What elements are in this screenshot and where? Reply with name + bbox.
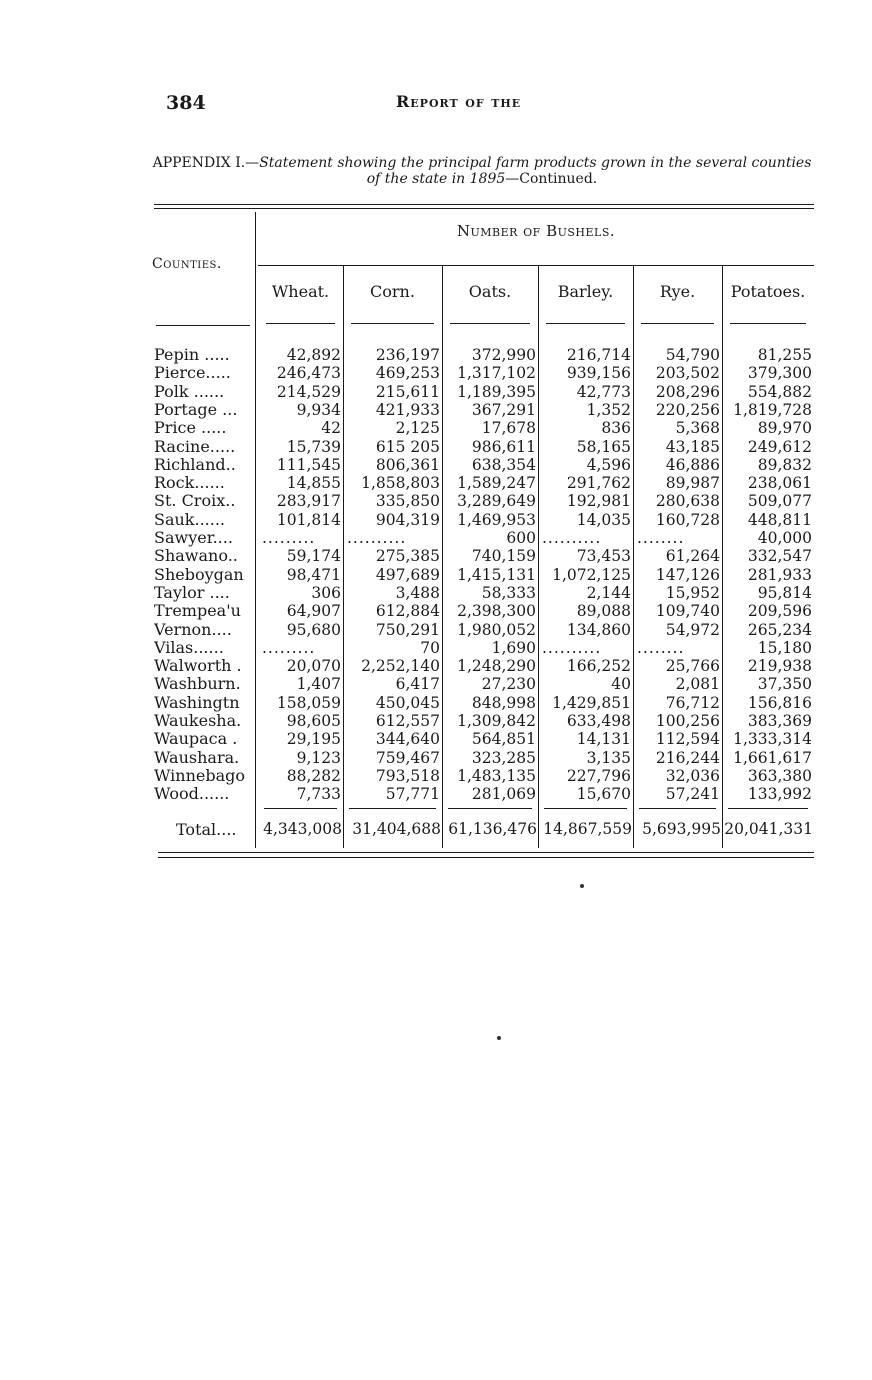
table-cell: 15,180 — [757, 638, 812, 657]
table-cell: 904,319 — [375, 510, 440, 529]
table-cell: 344,640 — [375, 730, 440, 749]
table-cell: 57,771 — [385, 785, 440, 804]
table-cell: 9,123 — [296, 748, 341, 767]
table-cell: 383,369 — [747, 712, 812, 730]
table-cell: .......... — [542, 638, 602, 657]
county-name: Rock...... — [154, 474, 225, 493]
county-name: Washingtn — [154, 693, 240, 712]
bushels-group-header: Number of Bushels. — [456, 222, 616, 240]
table-caption — [150, 155, 814, 187]
bottom-rule-2 — [158, 857, 814, 858]
table-cell: 42,773 — [576, 382, 631, 401]
table-cell: 216,244 — [655, 748, 720, 767]
table-cell: 15,952 — [665, 583, 720, 602]
table-cell: 73,453 — [576, 547, 631, 566]
table-cell: 600 — [506, 529, 536, 547]
county-name: Pepin ..... — [154, 346, 230, 364]
column-head-rule — [450, 323, 530, 324]
table-row — [0, 584, 872, 602]
table-cell: 40 — [611, 675, 631, 694]
table-row — [0, 456, 872, 474]
table-cell: 14,855 — [286, 474, 341, 493]
table-cell: 134,860 — [566, 620, 631, 639]
table-cell: 281,933 — [747, 565, 812, 584]
total-cell: 61,136,476 — [448, 820, 537, 838]
table-cell: 3,289,649 — [457, 492, 536, 511]
table-cell: 227,796 — [566, 766, 631, 785]
table-cell: 4,596 — [586, 455, 631, 474]
table-cell: 265,234 — [747, 620, 812, 639]
table-cell: 2,081 — [675, 675, 720, 694]
total-rule — [544, 808, 627, 809]
table-row — [0, 529, 872, 547]
table-cell: 101,814 — [276, 510, 341, 529]
table-cell: 40,000 — [757, 529, 812, 547]
table-cell: 220,256 — [655, 400, 720, 419]
county-name: Winnebago — [154, 766, 246, 785]
table-cell: 158,059 — [276, 693, 341, 712]
table-cell: 70 — [420, 638, 440, 657]
table-cell: 740,159 — [471, 547, 536, 566]
table-cell: 612,884 — [375, 602, 440, 621]
column-header-corn: Corn. — [370, 282, 415, 301]
table-cell: 14,131 — [576, 730, 631, 749]
table-cell: 156,816 — [747, 693, 812, 712]
table-cell: 1,333,314 — [733, 730, 812, 749]
table-cell: 111,545 — [276, 455, 341, 474]
total-rule — [349, 808, 436, 809]
table-cell: 112,594 — [655, 730, 720, 749]
table-cell: 759,467 — [375, 748, 440, 767]
table-cell: 1,309,842 — [457, 712, 536, 730]
table-row — [0, 785, 872, 803]
table-cell: 9,934 — [296, 400, 341, 419]
table-cell: 323,285 — [471, 748, 536, 767]
table-cell: ........ — [637, 529, 685, 547]
column-header-rye: Rye. — [659, 282, 696, 301]
table-cell: 615 205 — [375, 437, 440, 456]
table-cell: 750,291 — [375, 620, 440, 639]
table-cell: 1,661,617 — [733, 748, 812, 767]
table-cell: 1,317,102 — [457, 364, 536, 383]
table-cell: 1,858,803 — [361, 474, 440, 493]
total-cell: 31,404,688 — [352, 820, 441, 838]
table-cell: 59,174 — [286, 547, 341, 566]
total-cell: 4,343,008 — [263, 820, 342, 838]
table-cell: 81,255 — [757, 346, 812, 364]
county-name: Price ..... — [154, 419, 227, 438]
table-cell: 509,077 — [747, 492, 812, 511]
table-cell: 17,678 — [481, 419, 536, 438]
total-cell: 20,041,331 — [724, 820, 813, 838]
table-cell: 192,981 — [566, 492, 631, 511]
table-cell: 2,125 — [395, 419, 440, 438]
table-row — [0, 547, 872, 565]
table-cell: 806,361 — [375, 455, 440, 474]
caption-continued: —Continued. — [505, 171, 598, 187]
county-name: Vernon.... — [154, 620, 232, 639]
table-row — [0, 419, 872, 437]
table-cell: 306 — [311, 583, 341, 602]
table-cell: 249,612 — [747, 437, 812, 456]
table-cell: 58,165 — [576, 437, 631, 456]
table-cell: 497,689 — [375, 565, 440, 584]
table-cell: 61,264 — [665, 547, 720, 566]
page-number: 384 — [166, 92, 206, 114]
county-name: Sauk...... — [154, 510, 226, 529]
table-cell: 14,035 — [576, 510, 631, 529]
table-row — [0, 712, 872, 730]
table-cell: 275,385 — [375, 547, 440, 566]
county-name: Taylor .... — [154, 583, 230, 602]
table-cell: 3,135 — [586, 748, 631, 767]
table-cell: 42 — [321, 419, 341, 438]
table-cell: 283,917 — [276, 492, 341, 511]
table-row — [0, 566, 872, 584]
table-row — [0, 383, 872, 401]
table-cell: 208,296 — [655, 382, 720, 401]
table-cell: 633,498 — [566, 712, 631, 730]
table-row — [0, 511, 872, 529]
top-rule — [154, 204, 814, 205]
total-cell: 5,693,995 — [642, 820, 721, 838]
county-name: Sheboygan — [154, 565, 244, 584]
table-cell: 246,473 — [276, 364, 341, 383]
table-cell: 89,088 — [576, 602, 631, 621]
table-cell: 1,407 — [296, 675, 341, 694]
table-cell: 109,740 — [655, 602, 720, 621]
table-cell: 42,892 — [286, 346, 341, 364]
table-cell: 1,690 — [491, 638, 536, 657]
table-cell: ......... — [262, 638, 316, 657]
group-header-rule — [258, 265, 814, 266]
table-cell: 236,197 — [375, 346, 440, 364]
county-name: Waupaca . — [154, 730, 238, 749]
table-cell: 1,415,131 — [457, 565, 536, 584]
table-cell: 238,061 — [747, 474, 812, 493]
table-cell: 421,933 — [375, 400, 440, 419]
table-row — [0, 492, 872, 510]
table-cell: 76,712 — [665, 693, 720, 712]
caption-lead: APPENDIX I.— — [152, 155, 260, 171]
table-cell: 215,611 — [375, 382, 440, 401]
table-cell: 209,596 — [747, 602, 812, 621]
table-cell: .......... — [542, 529, 602, 547]
column-head-rule — [730, 323, 806, 324]
table-cell: 43,185 — [665, 437, 720, 456]
stray-mark — [497, 1036, 501, 1040]
table-cell: 335,850 — [375, 492, 440, 511]
county-name: Portage ... — [154, 400, 238, 419]
table-cell: 25,766 — [665, 657, 720, 676]
table-cell: 100,256 — [655, 712, 720, 730]
county-name: Polk ...... — [154, 382, 225, 401]
total-rule — [728, 808, 808, 809]
table-cell: 166,252 — [566, 657, 631, 676]
county-name: Walworth . — [154, 657, 242, 676]
table-cell: 133,992 — [747, 785, 812, 804]
county-name: Wood...... — [154, 785, 230, 804]
table-cell: 20,070 — [286, 657, 341, 676]
table-cell: 6,417 — [395, 675, 440, 694]
table-cell: 372,990 — [471, 346, 536, 364]
table-cell: 379,300 — [747, 364, 812, 383]
column-header-wheat: Wheat. — [271, 282, 330, 301]
table-cell: 448,811 — [747, 510, 812, 529]
column-head-rule — [546, 323, 625, 324]
table-row — [0, 730, 872, 748]
table-cell: 450,045 — [375, 693, 440, 712]
table-cell: 1,352 — [586, 400, 631, 419]
table-cell: 37,350 — [757, 675, 812, 694]
table-row — [0, 749, 872, 767]
table-cell: 7,733 — [296, 785, 341, 804]
total-rule — [639, 808, 716, 809]
table-cell: 214,529 — [276, 382, 341, 401]
total-label: Total.... — [176, 820, 237, 839]
column-head-rule — [351, 323, 434, 324]
table-cell: 54,972 — [665, 620, 720, 639]
table-cell: 939,156 — [566, 364, 631, 383]
bottom-rule — [158, 852, 814, 853]
table-cell: 160,728 — [655, 510, 720, 529]
table-cell: 1,469,953 — [457, 510, 536, 529]
table-cell: 1,429,851 — [552, 693, 631, 712]
table-cell: 793,518 — [375, 766, 440, 785]
table-cell: 291,762 — [566, 474, 631, 493]
total-rule — [448, 808, 532, 809]
table-cell: 1,072,125 — [552, 565, 631, 584]
table-cell: 1,589,247 — [457, 474, 536, 493]
table-cell: 554,882 — [747, 382, 812, 401]
table-cell: 3,488 — [395, 583, 440, 602]
table-cell: 89,832 — [757, 455, 812, 474]
county-name: St. Croix.. — [154, 492, 236, 511]
table-cell: 2,252,140 — [361, 657, 440, 676]
total-rule — [264, 808, 337, 809]
table-cell: 15,670 — [576, 785, 631, 804]
county-name: Vilas...... — [154, 638, 224, 657]
table-cell: 986,611 — [471, 437, 536, 456]
table-cell: 281,069 — [471, 785, 536, 804]
table-cell: 1,189,395 — [457, 382, 536, 401]
table-cell: 836 — [601, 419, 631, 438]
table-cell: 2,398,300 — [457, 602, 536, 621]
table-cell: 58,333 — [481, 583, 536, 602]
table-cell: 98,605 — [286, 712, 341, 730]
table-cell: 332,547 — [747, 547, 812, 566]
table-row — [0, 346, 872, 364]
table-cell: 147,126 — [655, 565, 720, 584]
table-cell: 29,195 — [286, 730, 341, 749]
table-cell: 216,714 — [566, 346, 631, 364]
table-cell: 15,739 — [286, 437, 341, 456]
table-row — [0, 657, 872, 675]
table-row — [0, 767, 872, 785]
top-rule-2 — [154, 208, 814, 209]
table-cell: 89,970 — [757, 419, 812, 438]
running-head: Report of the — [396, 92, 522, 111]
county-name: Sawyer.... — [154, 529, 233, 547]
column-header-barley: Barley. — [557, 282, 614, 301]
table-row — [0, 694, 872, 712]
table-row — [0, 474, 872, 492]
table-cell: 367,291 — [471, 400, 536, 419]
table-row — [0, 675, 872, 693]
table-cell: 469,253 — [375, 364, 440, 383]
table-cell: 363,380 — [747, 766, 812, 785]
table-cell: 95,814 — [757, 583, 812, 602]
table-cell: 1,819,728 — [733, 400, 812, 419]
table-cell: 98,471 — [286, 565, 341, 584]
table-cell: 5,368 — [675, 419, 720, 438]
table-cell: 64,907 — [286, 602, 341, 621]
table-cell: .......... — [347, 529, 407, 547]
total-cell: 14,867,559 — [543, 820, 632, 838]
table-cell: 89,987 — [665, 474, 720, 493]
table-row — [0, 401, 872, 419]
table-cell: 1,483,135 — [457, 766, 536, 785]
table-row — [0, 621, 872, 639]
table-cell: ......... — [262, 529, 316, 547]
table-row — [0, 639, 872, 657]
table-cell: 2,144 — [586, 583, 631, 602]
table-cell: 1,980,052 — [457, 620, 536, 639]
column-head-rule — [266, 323, 335, 324]
county-name: Waushara. — [154, 748, 240, 767]
county-name: Trempea'u — [154, 602, 241, 621]
county-name: Waukesha. — [154, 712, 242, 730]
table-cell: 219,938 — [747, 657, 812, 676]
table-cell: 638,354 — [471, 455, 536, 474]
table-cell: 280,638 — [655, 492, 720, 511]
county-name: Racine..... — [154, 437, 236, 456]
table-cell: 848,998 — [471, 693, 536, 712]
table-cell: 27,230 — [481, 675, 536, 694]
table-cell: 54,790 — [665, 346, 720, 364]
table-cell: 46,886 — [665, 455, 720, 474]
table-cell: 88,282 — [286, 766, 341, 785]
county-name: Shawano.. — [154, 547, 238, 566]
table-cell: 95,680 — [286, 620, 341, 639]
table-cell: ........ — [637, 638, 685, 657]
counties-head-rule — [156, 325, 250, 326]
column-header-oats: Oats. — [468, 282, 512, 301]
counties-header: Counties. — [152, 256, 222, 272]
county-name: Richland.. — [154, 455, 236, 474]
column-header-potatoes: Potatoes. — [730, 282, 806, 301]
table-row — [0, 364, 872, 382]
county-name: Pierce..... — [154, 364, 231, 383]
column-head-rule — [641, 323, 714, 324]
table-cell: 1,248,290 — [457, 657, 536, 676]
county-name: Washburn. — [154, 675, 241, 694]
table-cell: 32,036 — [665, 766, 720, 785]
table-cell: 57,241 — [665, 785, 720, 804]
table-cell: 612,557 — [375, 712, 440, 730]
table-row — [0, 438, 872, 456]
table-row — [0, 602, 872, 620]
stray-mark — [580, 884, 584, 888]
table-cell: 203,502 — [655, 364, 720, 383]
caption-description: Statement showing the principal farm products grown in the several counties of the state in 1895 — [259, 155, 812, 187]
table-cell: 564,851 — [471, 730, 536, 749]
